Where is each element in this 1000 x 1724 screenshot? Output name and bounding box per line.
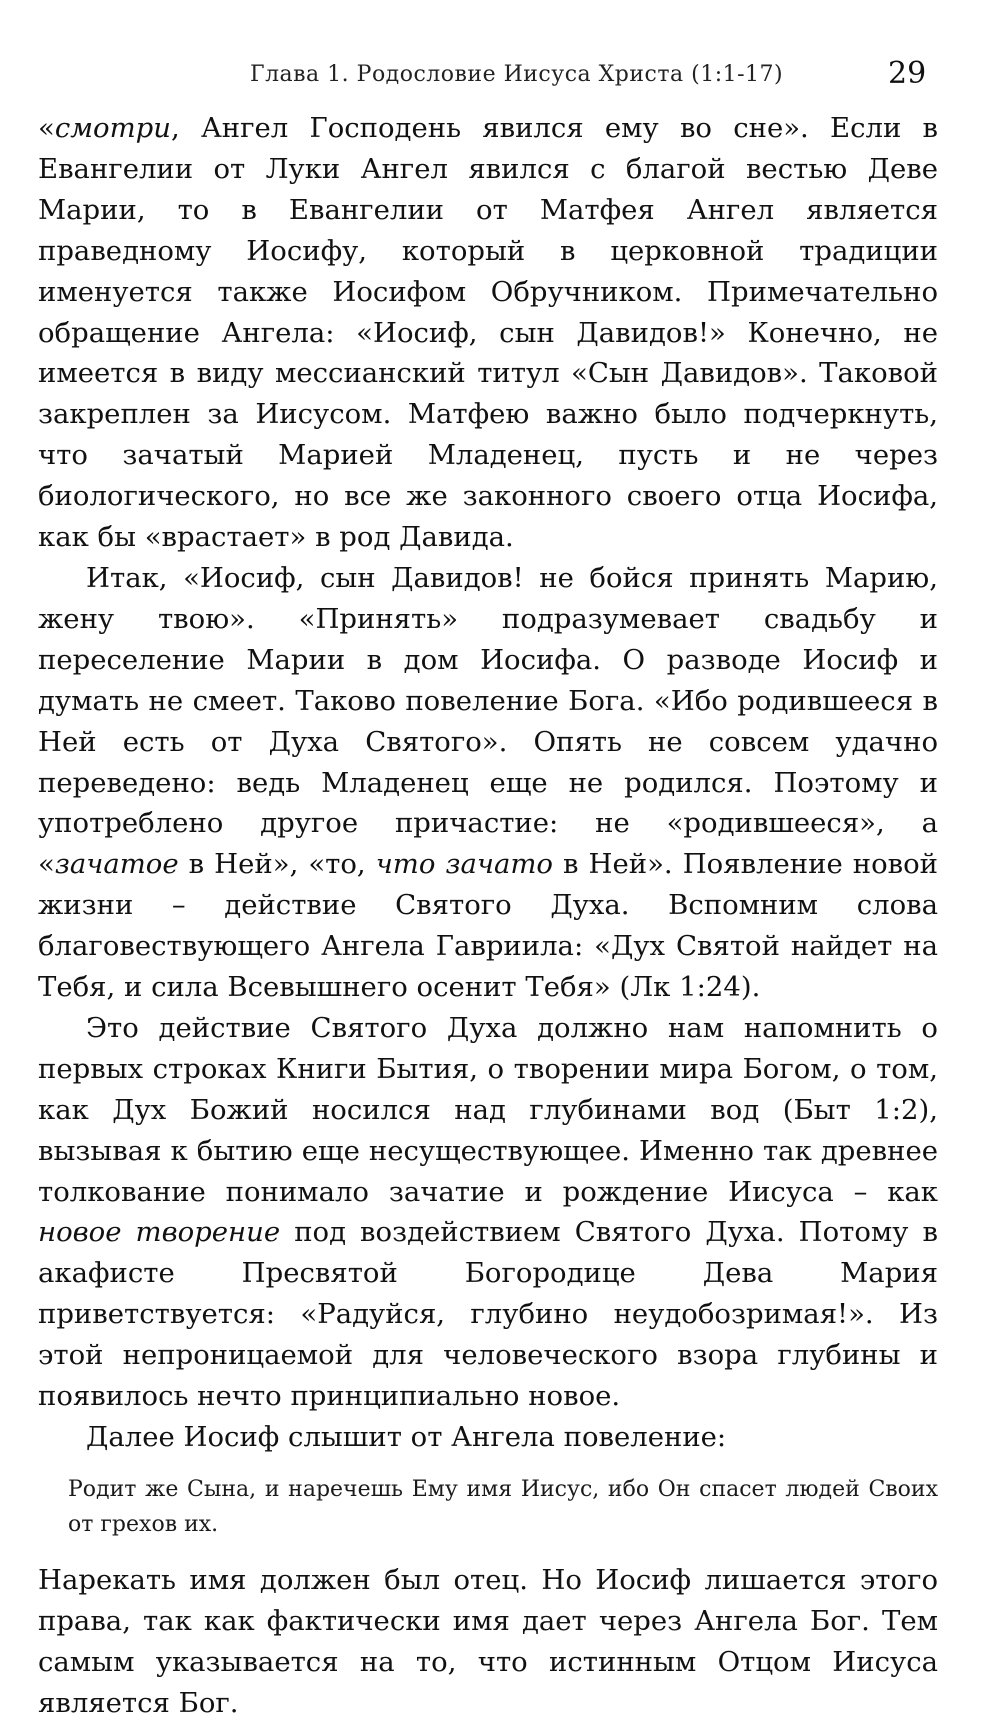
paragraph-2 xyxy=(38,558,938,1008)
paragraph-text: в Ней», «то, xyxy=(178,848,376,881)
paragraph-text: Итак, «Иосиф, сын Давидов! не бойся принять Марию, жену твою». «Принять» подразумевает свадьбу и переселение Марии в дом Иосифа. О разводе Иосиф и думать не смеет. Таково повеление Бога. «Ибо родившееся в Ней есть от Духа Святого». Опять не совсем удачно переведено: ведь Младенец еще не родился. Поэтому и употреблено другое причастие: не «родившееся», а « xyxy=(38,561,938,881)
paragraph-text: Это действие Святого Духа должно нам напомнить о первых строках Книги Бытия, о творении мира Богом, о том, как Дух Божий носился над глубинами вод (Быт 1:2), вызывая к бытию еще несуществующее. Именно так древнее толкование понимало зачатие и рождение Иисуса – как xyxy=(38,1011,938,1208)
open-quote: « xyxy=(38,112,55,144)
body-text xyxy=(38,108,938,1724)
italic-word: новое творение xyxy=(38,1216,281,1249)
page-number: 29 xyxy=(888,56,927,91)
paragraph-text: в Ней». Появление новой жизни – действие Святого Духа. Вспомним слова благовествующего Ангела Гавриила: «Дух Святой найдет на Тебя, и сила Всевышнего осенит Тебя» (Лк 1:24). xyxy=(38,848,939,1004)
running-head-title: Глава 1. Родословие Иисуса Христа (1:1-17) xyxy=(250,62,784,87)
paragraph-3 xyxy=(38,1008,938,1417)
paragraph-4: Далее Иосиф слышит от Ангела повеление: xyxy=(86,1421,727,1453)
italic-word: что зачато xyxy=(375,848,553,881)
italic-word: зачатое xyxy=(54,848,179,881)
italic-word: смотри xyxy=(54,112,171,144)
paragraph-text: под воздействием Святого Духа. Потому в акафисте Пресвятой Богородице Дева Мария приветствуется: «Радуйся, глубино неудобозримая!». Из этой непроницаемой для человеческого взора глубины и появилось нечто принципиально новое. xyxy=(38,1216,938,1413)
scripture-quote: Родит же Сына, и наречешь Ему имя Иисус, ибо Он спасет людей Своих от грехов их. xyxy=(68,1476,938,1537)
paragraph-5: Нарекать имя должен был отец. Но Иосиф лишается этого права, так как фактически имя дает через Ангела Бог. Тем самым указывается на то, что истинным Отцом Иисуса является Бог. xyxy=(38,1563,938,1719)
paragraph-1 xyxy=(38,108,938,558)
paragraph-text: , Ангел Господень явился ему во сне». Если в Евангелии от Луки Ангел явился с благой вестью Деве Марии, то в Евангелии от Матфея Ангел является праведному Иосифу, который в церковной традиции именуется также Иосифом Обручником. Примечательно обращение Ангела: «Иосиф, сын Давидов!» Конечно, не имеется в виду мессианский титул «Сын Давидов». Таковой закреплен за Иисусом. Матфею важно было подчеркнуть, что зачатый Марией Младенец, пусть и не через биологического, но все же законного своего отца Иосифа, как бы «врастает» в род Давида. xyxy=(38,112,938,554)
